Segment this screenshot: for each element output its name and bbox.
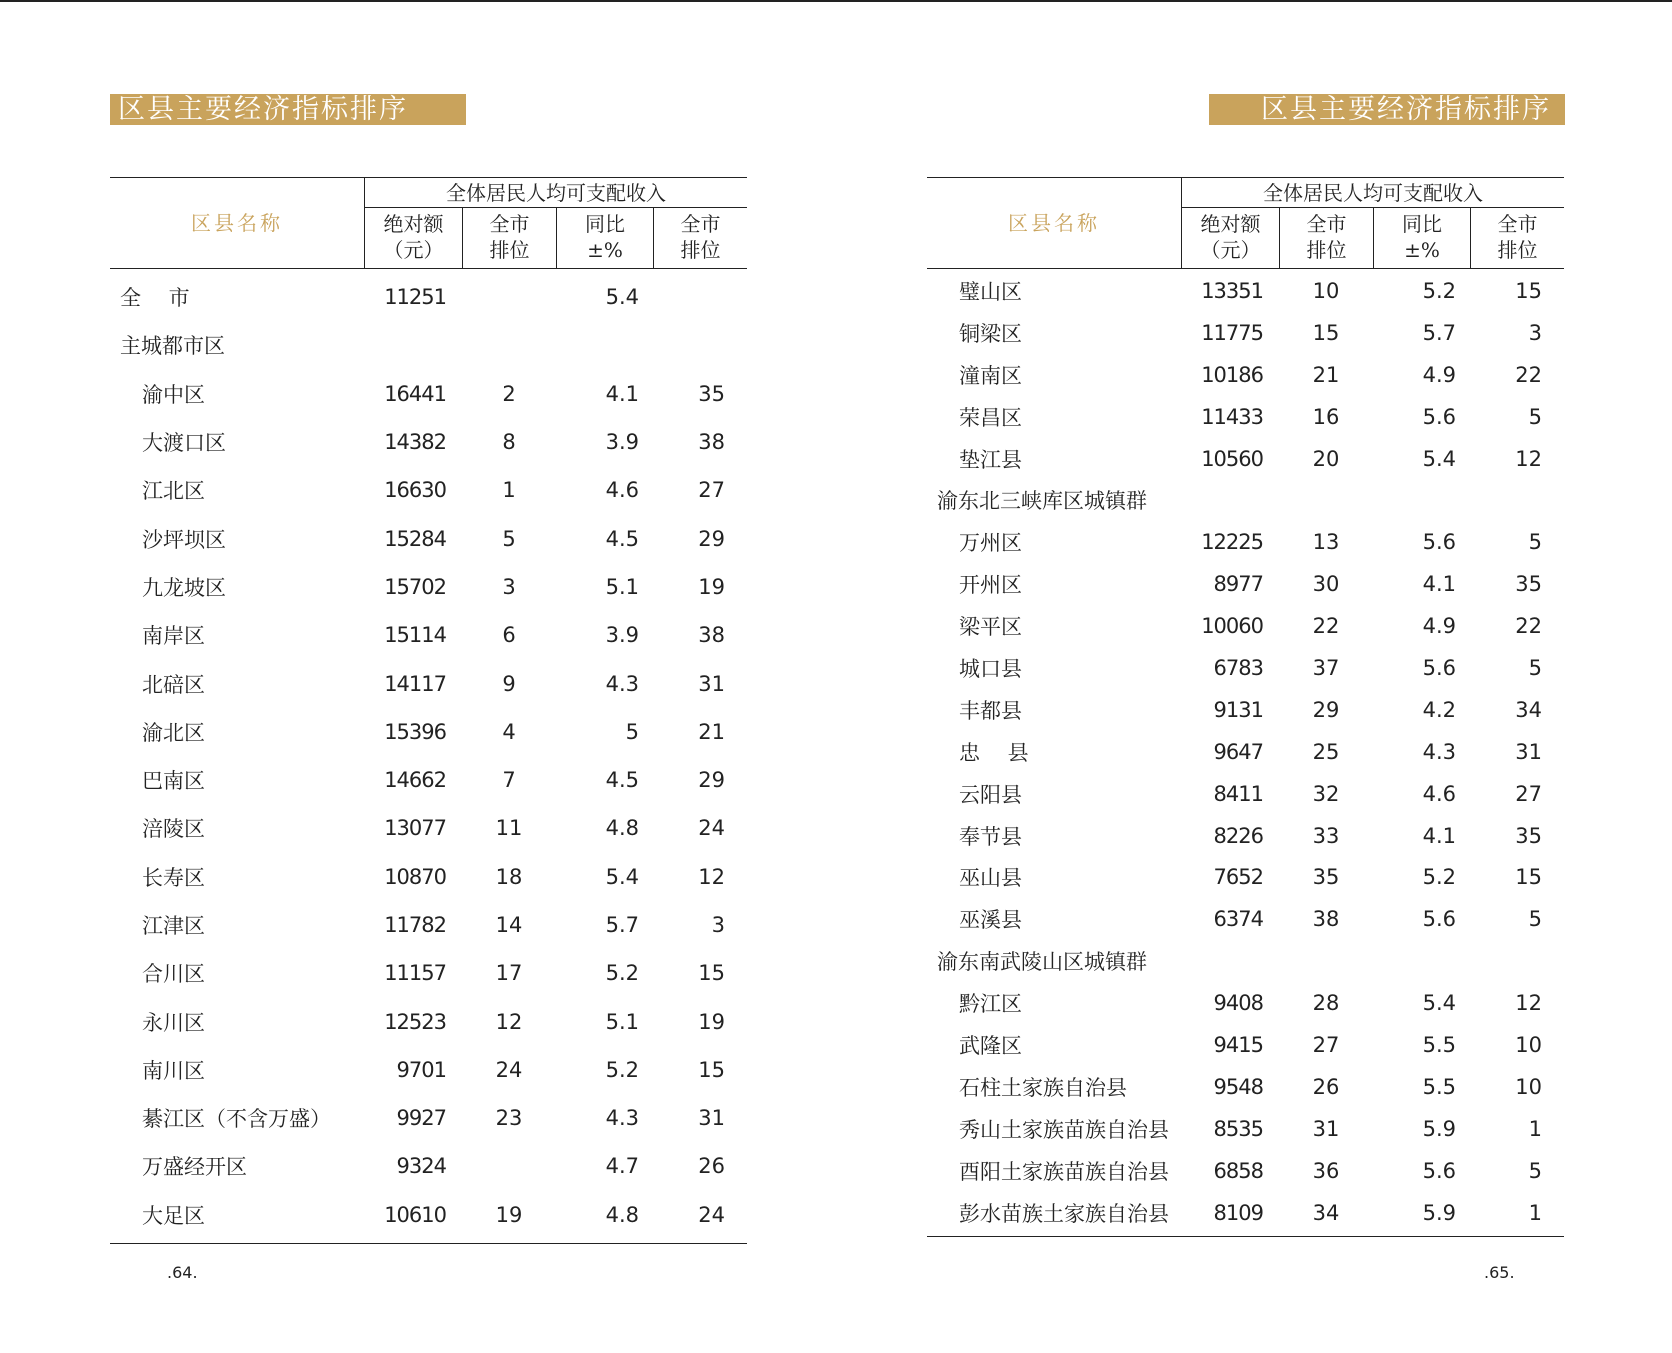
absolute-amount-cell: 15396 xyxy=(384,719,446,744)
city-rank-cell: 1 xyxy=(502,478,516,503)
city-rank-cell: 21 xyxy=(1312,362,1340,387)
table-row xyxy=(927,773,1564,815)
district-name-cell: 巴南区 xyxy=(142,769,205,794)
district-name-cell: 梁平区 xyxy=(959,615,1022,640)
city-rank-cell: 34 xyxy=(1312,1200,1340,1225)
absolute-amount-cell: 11251 xyxy=(384,285,446,310)
yoy-rank-cell: 38 xyxy=(698,430,725,455)
yoy-rank-cell: 19 xyxy=(698,1009,725,1034)
table-row xyxy=(110,756,747,804)
table-row xyxy=(110,1142,747,1190)
absolute-amount-cell: 8411 xyxy=(1213,781,1263,806)
absolute-amount-cell: 9324 xyxy=(396,1154,446,1179)
city-rank-cell xyxy=(462,273,556,321)
yoy-change-cell: 5.1 xyxy=(605,574,639,599)
table-row xyxy=(927,689,1564,731)
absolute-amount-cell: 15702 xyxy=(384,574,446,599)
table-row xyxy=(110,853,747,901)
yoy-change-cell: 5.7 xyxy=(1422,320,1456,345)
district-name-cell: 荣昌区 xyxy=(959,405,1022,430)
header-yoy-rank: 全市 排位 xyxy=(653,208,747,268)
yoy-change-cell: 4.8 xyxy=(605,1202,639,1227)
district-name-cell: 渝东南武陵山区城镇群 xyxy=(937,950,1147,975)
table-row xyxy=(110,273,747,321)
district-name-cell: 全 市 xyxy=(120,286,190,311)
yoy-change-cell: 4.9 xyxy=(1422,614,1456,639)
absolute-amount-cell: 10560 xyxy=(1201,446,1263,471)
city-rank-cell: 32 xyxy=(1312,781,1340,806)
district-name-cell: 云阳县 xyxy=(959,782,1022,807)
yoy-rank-cell: 3 xyxy=(1528,320,1542,345)
table-row xyxy=(927,1024,1564,1066)
yoy-rank-cell: 19 xyxy=(698,574,725,599)
district-name-cell: 巫山县 xyxy=(959,866,1022,891)
city-rank-cell: 26 xyxy=(1312,1074,1340,1099)
district-name-cell: 巫溪县 xyxy=(959,908,1022,933)
district-name-cell: 渝中区 xyxy=(142,382,205,407)
table-row xyxy=(927,438,1564,480)
absolute-amount-cell: 10060 xyxy=(1201,614,1263,639)
yoy-change-cell: 5.4 xyxy=(605,285,639,310)
table-row xyxy=(927,479,1564,521)
table-row xyxy=(927,1150,1564,1192)
yoy-rank-cell: 29 xyxy=(698,526,725,551)
absolute-amount-cell: 9131 xyxy=(1213,697,1263,722)
absolute-amount-cell: 12225 xyxy=(1201,530,1263,555)
yoy-rank-cell xyxy=(1470,940,1542,982)
table-row xyxy=(110,514,747,562)
table-row xyxy=(110,1191,747,1239)
absolute-amount-cell: 11157 xyxy=(384,961,446,986)
table-row xyxy=(110,563,747,611)
city-rank-cell: 7 xyxy=(502,768,516,793)
district-name-cell: 石柱土家族自治县 xyxy=(959,1075,1127,1100)
city-rank-cell xyxy=(1279,940,1373,982)
city-rank-cell: 38 xyxy=(1312,907,1340,932)
yoy-change-cell: 5.4 xyxy=(1422,991,1456,1016)
table-row xyxy=(110,466,747,514)
absolute-amount-cell: 7652 xyxy=(1213,865,1263,890)
table-row xyxy=(110,659,747,707)
absolute-amount-cell: 14117 xyxy=(384,671,446,696)
city-rank-cell: 25 xyxy=(1312,739,1340,764)
yoy-rank-cell: 29 xyxy=(698,768,725,793)
yoy-rank-cell: 15 xyxy=(1515,865,1542,890)
absolute-amount-cell: 6783 xyxy=(1213,655,1263,680)
city-rank-cell xyxy=(1279,479,1373,521)
yoy-change-cell: 4.7 xyxy=(605,1154,639,1179)
table-row xyxy=(110,901,747,949)
city-rank-cell: 19 xyxy=(495,1202,523,1227)
yoy-rank-cell: 10 xyxy=(1515,1032,1542,1057)
city-rank-cell: 14 xyxy=(495,913,523,937)
table-row xyxy=(927,815,1564,857)
left-section-title: 区县主要经济指标排序 xyxy=(110,94,466,125)
table-row xyxy=(927,1108,1564,1150)
absolute-amount-cell: 6858 xyxy=(1213,1158,1263,1183)
table-row xyxy=(110,1094,747,1142)
header-yoy-change: 同比 ±% xyxy=(556,208,653,268)
yoy-rank-cell: 12 xyxy=(1515,446,1542,471)
yoy-change-cell: 5.7 xyxy=(605,913,639,937)
table-row xyxy=(110,997,747,1045)
absolute-amount-cell: 15114 xyxy=(384,623,446,648)
yoy-change-cell: 5.4 xyxy=(1422,446,1456,471)
header-city-rank: 全市 排位 xyxy=(1279,208,1373,268)
district-name-cell: 潼南区 xyxy=(959,363,1022,388)
table-row xyxy=(927,898,1564,940)
district-name-cell: 铜梁区 xyxy=(959,321,1022,346)
yoy-rank-cell: 5 xyxy=(1528,655,1542,680)
absolute-amount-cell: 8977 xyxy=(1213,572,1263,597)
yoy-change-cell: 4.8 xyxy=(605,816,639,841)
page-number-left: .64. xyxy=(167,1263,198,1282)
yoy-change-cell: 4.3 xyxy=(605,1106,639,1131)
table-row xyxy=(927,731,1564,773)
table-row xyxy=(110,611,747,659)
absolute-amount-cell: 9415 xyxy=(1213,1032,1263,1057)
yoy-rank-cell: 35 xyxy=(698,381,725,406)
yoy-change-cell: 5.6 xyxy=(1422,655,1456,680)
right-section-title: 区县主要经济指标排序 xyxy=(1209,94,1565,125)
table-row xyxy=(110,708,747,756)
table-header xyxy=(927,177,1564,269)
table-row xyxy=(927,605,1564,647)
table-row xyxy=(927,563,1564,605)
district-name-cell: 秀山土家族苗族自治县 xyxy=(959,1117,1169,1142)
yoy-rank-cell xyxy=(1470,479,1542,521)
absolute-amount-cell: 11782 xyxy=(384,913,446,937)
yoy-rank-cell: 5 xyxy=(1528,530,1542,555)
city-rank-cell: 33 xyxy=(1312,823,1340,848)
table-body xyxy=(927,269,1564,1237)
yoy-rank-cell: 15 xyxy=(1515,278,1542,303)
yoy-rank-cell: 24 xyxy=(698,816,725,841)
yoy-change-cell: 5.6 xyxy=(1422,530,1456,555)
absolute-amount-cell: 10610 xyxy=(384,1202,446,1227)
absolute-amount-cell xyxy=(1181,940,1263,982)
header-district-name: 区县名称 xyxy=(191,211,283,235)
absolute-amount-cell: 10870 xyxy=(384,864,446,889)
yoy-change-cell: 4.3 xyxy=(605,671,639,696)
yoy-rank-cell: 3 xyxy=(711,913,725,937)
district-name-cell: 长寿区 xyxy=(142,865,205,890)
yoy-change-cell: 5.4 xyxy=(605,864,639,889)
city-rank-cell: 22 xyxy=(1312,614,1340,639)
district-name-cell: 大足区 xyxy=(142,1203,205,1228)
table-row xyxy=(927,270,1564,312)
yoy-change-cell: 5.6 xyxy=(1422,907,1456,932)
table-row xyxy=(110,370,747,418)
header-income-group: 全体居民人均可支配收入 xyxy=(1181,178,1564,208)
header-yoy-rank: 全市 排位 xyxy=(1470,208,1564,268)
yoy-change-cell: 3.9 xyxy=(605,430,639,455)
yoy-change-cell: 5.9 xyxy=(1422,1116,1456,1141)
city-rank-cell: 5 xyxy=(502,526,516,551)
district-name-cell: 璧山区 xyxy=(959,279,1022,304)
city-rank-cell: 10 xyxy=(1312,278,1340,303)
yoy-rank-cell: 26 xyxy=(698,1154,725,1179)
district-name-cell: 万州区 xyxy=(959,531,1022,556)
yoy-change-cell: 3.9 xyxy=(605,623,639,648)
table-row xyxy=(927,1192,1564,1234)
yoy-rank-cell: 15 xyxy=(698,1057,725,1082)
table-row xyxy=(927,647,1564,689)
city-rank-cell: 18 xyxy=(495,864,523,889)
district-name-cell: 江津区 xyxy=(142,914,205,938)
absolute-amount-cell: 8226 xyxy=(1213,823,1263,848)
table-row xyxy=(927,940,1564,982)
district-name-cell: 忠 县 xyxy=(959,740,1029,765)
yoy-change-cell: 5.6 xyxy=(1422,404,1456,429)
absolute-amount-cell: 13351 xyxy=(1201,278,1263,303)
city-rank-cell: 27 xyxy=(1312,1032,1340,1057)
yoy-rank-cell: 24 xyxy=(698,1202,725,1227)
yoy-rank-cell: 35 xyxy=(1515,823,1542,848)
table-header xyxy=(110,177,747,269)
yoy-change-cell: 5.5 xyxy=(1422,1074,1456,1099)
table-row xyxy=(927,396,1564,438)
table-row xyxy=(110,1046,747,1094)
district-name-cell: 渝东北三峡库区城镇群 xyxy=(937,489,1147,514)
left-data-table xyxy=(110,177,747,1244)
city-rank-cell: 13 xyxy=(1312,530,1340,555)
city-rank-cell: 20 xyxy=(1312,446,1340,471)
city-rank-cell: 31 xyxy=(1312,1116,1340,1141)
district-name-cell: 开州区 xyxy=(959,573,1022,598)
absolute-amount-cell: 9927 xyxy=(396,1106,446,1131)
absolute-amount-cell: 15284 xyxy=(384,526,446,551)
yoy-change-cell: 5.2 xyxy=(605,1057,639,1082)
absolute-amount-cell: 11433 xyxy=(1201,404,1263,429)
yoy-change-cell: 4.1 xyxy=(1422,823,1456,848)
yoy-change-cell: 5.9 xyxy=(1422,1200,1456,1225)
header-absolute-amount: 绝对额 （元） xyxy=(1181,208,1279,268)
city-rank-cell: 37 xyxy=(1312,655,1340,680)
header-income-group: 全体居民人均可支配收入 xyxy=(364,178,747,208)
right-data-table xyxy=(927,177,1564,1237)
absolute-amount-cell: 9548 xyxy=(1213,1074,1263,1099)
city-rank-cell: 2 xyxy=(502,381,516,406)
yoy-change-cell: 5.2 xyxy=(1422,278,1456,303)
district-name-cell: 涪陵区 xyxy=(142,817,205,842)
district-name-cell: 渝北区 xyxy=(142,720,205,745)
city-rank-cell: 23 xyxy=(495,1106,523,1131)
absolute-amount-cell: 16441 xyxy=(384,381,446,406)
district-name-cell: 垫江县 xyxy=(959,447,1022,472)
district-name-cell: 酉阳土家族苗族自治县 xyxy=(959,1159,1169,1184)
yoy-change-cell: 4.1 xyxy=(1422,572,1456,597)
yoy-rank-cell: 21 xyxy=(698,719,725,744)
absolute-amount-cell: 9647 xyxy=(1213,739,1263,764)
city-rank-cell: 36 xyxy=(1312,1158,1340,1183)
yoy-rank-cell: 15 xyxy=(698,961,725,986)
header-district-name: 区县名称 xyxy=(1008,211,1100,235)
city-rank-cell: 12 xyxy=(495,1009,523,1034)
yoy-rank-cell: 12 xyxy=(1515,991,1542,1016)
district-name-cell: 南川区 xyxy=(142,1058,205,1083)
city-rank-cell: 35 xyxy=(1312,865,1340,890)
district-name-cell: 南岸区 xyxy=(142,624,205,649)
absolute-amount-cell: 13077 xyxy=(384,816,446,841)
yoy-rank-cell: 1 xyxy=(1528,1116,1542,1141)
district-name-cell: 北碚区 xyxy=(142,672,205,697)
city-rank-cell: 3 xyxy=(502,574,516,599)
yoy-rank-cell: 27 xyxy=(698,478,725,503)
yoy-rank-cell: 31 xyxy=(698,671,725,696)
city-rank-cell: 30 xyxy=(1312,572,1340,597)
table-row xyxy=(927,312,1564,354)
yoy-change-cell: 4.6 xyxy=(1422,781,1456,806)
table-row xyxy=(927,1066,1564,1108)
yoy-change-cell: 5.2 xyxy=(605,961,639,986)
city-rank-cell: 15 xyxy=(1312,320,1340,345)
absolute-amount-cell: 8535 xyxy=(1213,1116,1263,1141)
district-name-cell: 武隆区 xyxy=(959,1033,1022,1058)
district-name-cell: 彭水苗族土家族自治县 xyxy=(959,1201,1169,1226)
city-rank-cell xyxy=(462,321,556,369)
city-rank-cell: 29 xyxy=(1312,697,1340,722)
district-name-cell: 江北区 xyxy=(142,479,205,504)
yoy-rank-cell: 5 xyxy=(1528,1158,1542,1183)
yoy-change-cell: 4.5 xyxy=(605,768,639,793)
yoy-change-cell: 5 xyxy=(625,719,639,744)
yoy-rank-cell: 10 xyxy=(1515,1074,1542,1099)
city-rank-cell: 8 xyxy=(502,430,516,455)
yoy-change-cell xyxy=(1373,479,1456,521)
table-row xyxy=(110,418,747,466)
table-row xyxy=(927,354,1564,396)
table-body xyxy=(110,269,747,1244)
district-name-cell: 奉节县 xyxy=(959,824,1022,849)
city-rank-cell: 28 xyxy=(1312,991,1340,1016)
absolute-amount-cell: 12523 xyxy=(384,1009,446,1034)
district-name-cell: 主城都市区 xyxy=(120,334,225,359)
district-name-cell: 丰都县 xyxy=(959,698,1022,723)
yoy-change-cell: 4.1 xyxy=(605,381,639,406)
absolute-amount-cell: 14382 xyxy=(384,430,446,455)
yoy-rank-cell: 5 xyxy=(1528,907,1542,932)
absolute-amount-cell: 16630 xyxy=(384,478,446,503)
yoy-rank-cell: 35 xyxy=(1515,572,1542,597)
city-rank-cell: 11 xyxy=(495,816,523,841)
city-rank-cell xyxy=(462,1142,556,1190)
header-absolute-amount: 绝对额 （元） xyxy=(364,208,462,268)
yoy-rank-cell: 22 xyxy=(1515,362,1542,387)
header-yoy-change: 同比 ±% xyxy=(1373,208,1470,268)
absolute-amount-cell xyxy=(1181,479,1263,521)
yoy-rank-cell: 1 xyxy=(1528,1200,1542,1225)
yoy-change-cell: 4.3 xyxy=(1422,739,1456,764)
yoy-change-cell: 4.9 xyxy=(1422,362,1456,387)
yoy-rank-cell xyxy=(653,321,725,369)
district-name-cell: 大渡口区 xyxy=(142,431,226,456)
yoy-rank-cell: 38 xyxy=(698,623,725,648)
yoy-rank-cell xyxy=(653,273,725,321)
district-name-cell: 万盛经开区 xyxy=(142,1155,247,1180)
yoy-rank-cell: 34 xyxy=(1515,697,1542,722)
yoy-change-cell: 4.2 xyxy=(1422,697,1456,722)
yoy-rank-cell: 27 xyxy=(1515,781,1542,806)
absolute-amount-cell: 8109 xyxy=(1213,1200,1263,1225)
district-name-cell: 綦江区（不含万盛） xyxy=(142,1107,331,1132)
district-name-cell: 九龙坡区 xyxy=(142,575,226,600)
yoy-rank-cell: 31 xyxy=(1515,739,1542,764)
yoy-change-cell: 5.6 xyxy=(1422,1158,1456,1183)
absolute-amount-cell: 9408 xyxy=(1213,991,1263,1016)
city-rank-cell: 24 xyxy=(495,1057,523,1082)
city-rank-cell: 4 xyxy=(502,719,516,744)
yoy-rank-cell: 22 xyxy=(1515,614,1542,639)
yoy-change-cell xyxy=(1373,940,1456,982)
absolute-amount-cell: 9701 xyxy=(396,1057,446,1082)
city-rank-cell: 16 xyxy=(1312,404,1340,429)
yoy-change-cell: 5.5 xyxy=(1422,1032,1456,1057)
yoy-rank-cell: 31 xyxy=(698,1106,725,1131)
absolute-amount-cell: 6374 xyxy=(1213,907,1263,932)
yoy-change-cell: 4.5 xyxy=(605,526,639,551)
district-name-cell: 沙坪坝区 xyxy=(142,527,226,552)
absolute-amount-cell: 10186 xyxy=(1201,362,1263,387)
table-row xyxy=(927,982,1564,1024)
district-name-cell: 合川区 xyxy=(142,962,205,987)
yoy-rank-cell: 5 xyxy=(1528,404,1542,429)
yoy-change-cell xyxy=(556,321,639,369)
table-row xyxy=(110,321,747,369)
district-name-cell: 城口县 xyxy=(959,656,1022,681)
yoy-change-cell: 5.2 xyxy=(1422,865,1456,890)
yoy-rank-cell: 12 xyxy=(698,864,725,889)
yoy-change-cell: 4.6 xyxy=(605,478,639,503)
page-top-rule xyxy=(0,0,1672,2)
absolute-amount-cell xyxy=(364,321,446,369)
header-city-rank: 全市 排位 xyxy=(462,208,556,268)
district-name-cell: 永川区 xyxy=(142,1010,205,1035)
table-row xyxy=(110,804,747,852)
table-row xyxy=(927,856,1564,898)
table-row xyxy=(927,521,1564,563)
absolute-amount-cell: 14662 xyxy=(384,768,446,793)
district-name-cell: 黔江区 xyxy=(959,992,1022,1017)
city-rank-cell: 17 xyxy=(495,961,523,986)
yoy-change-cell: 5.1 xyxy=(605,1009,639,1034)
absolute-amount-cell: 11775 xyxy=(1201,320,1263,345)
table-row xyxy=(110,949,747,997)
page-number-right: .65. xyxy=(1484,1263,1515,1282)
city-rank-cell: 6 xyxy=(502,623,516,648)
city-rank-cell: 9 xyxy=(502,671,516,696)
